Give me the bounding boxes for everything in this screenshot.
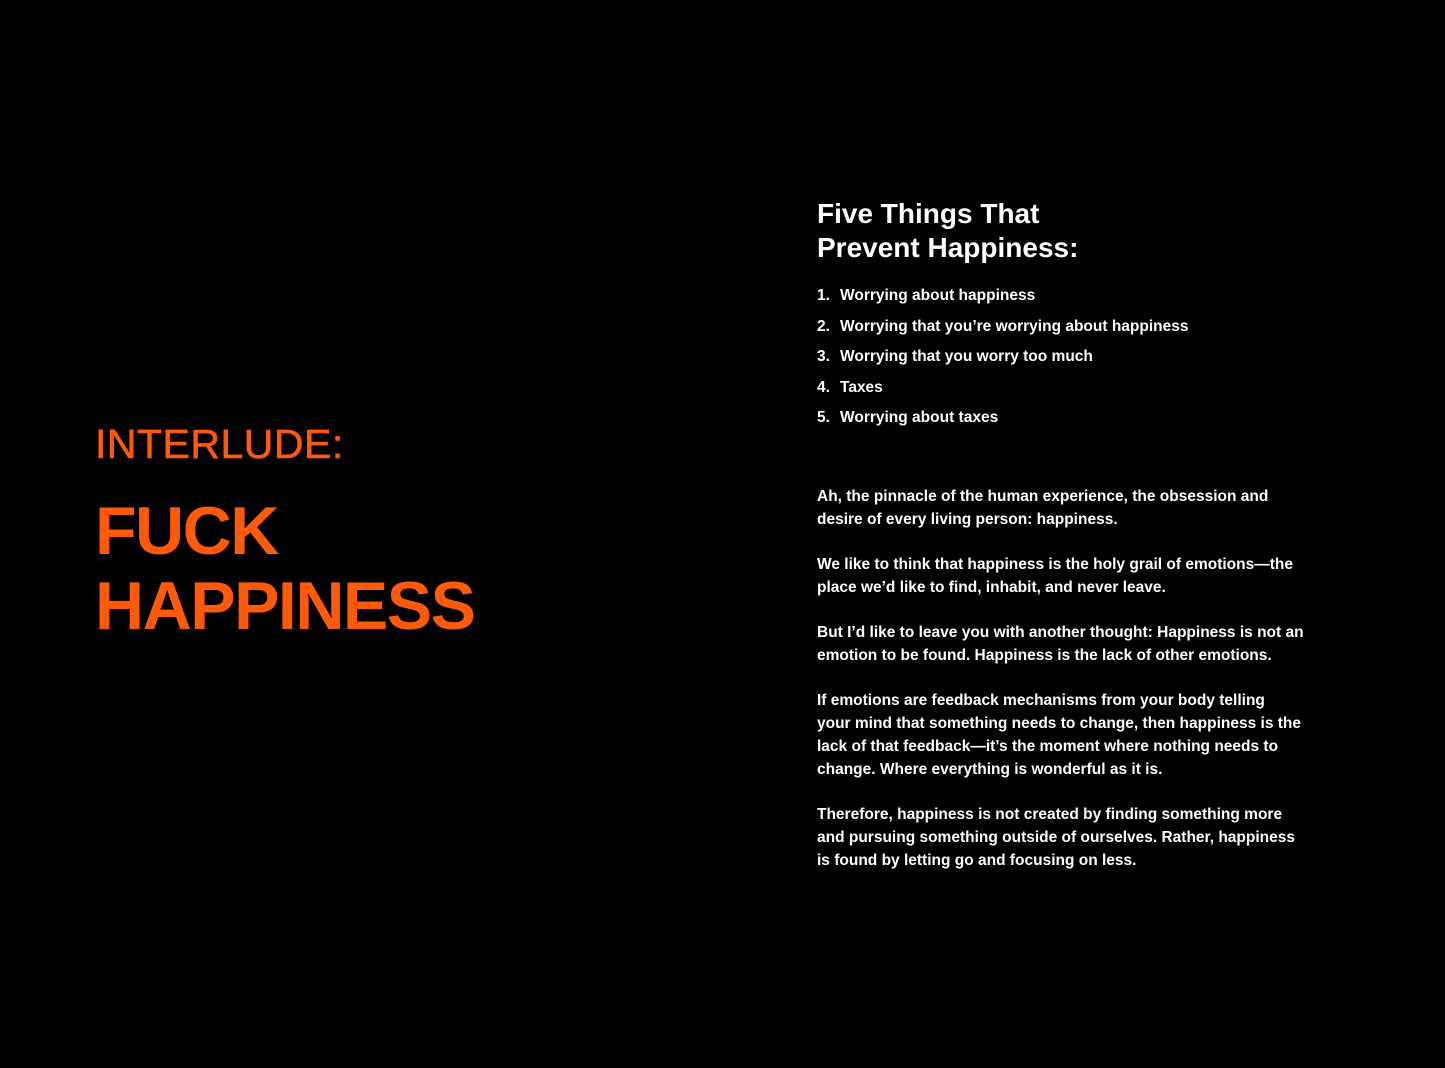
list-number: 5. [817,409,830,427]
list-text: Worrying that you worry too much [840,348,1093,366]
paragraph-line: place we’d like to find, inhabit, and never leave. [817,579,1166,596]
paragraph-line: But I’d like to leave you with another thought: Happiness is not an [817,624,1304,641]
list-heading [817,197,1078,265]
paragraph [817,803,1304,872]
paragraph-line: We like to think that happiness is the holy grail of emotions—the [817,556,1293,573]
body-text [817,485,1304,894]
chapter-title-line: FUCK [95,493,278,569]
paragraph-line: Therefore, happiness is not created by finding something more [817,806,1283,823]
paragraph [817,621,1304,667]
paragraph [817,689,1304,781]
list-item [817,409,1189,440]
list-text: Worrying that you’re worrying about happiness [840,317,1189,335]
numbered-list [817,287,1189,440]
paragraph-line: emotion to be found. Happiness is the lack of other emotions. [817,647,1272,664]
list-text: Taxes [840,378,883,396]
paragraph-line: If emotions are feedback mechanisms from your body telling [817,692,1265,709]
list-item [817,287,1189,318]
list-text: Worrying about happiness [840,287,1036,304]
list-number: 2. [817,317,830,335]
list-number: 3. [817,348,830,366]
paragraph-line: is found by letting go and focusing on less. [817,852,1137,869]
paragraph-line: change. Where everything is wonderful as it is. [817,761,1163,778]
paragraph-line: and pursuing something outside of ourselves. Rather, happiness [817,829,1295,846]
paragraph-line: Ah, the pinnacle of the human experience, the obsession and [817,488,1269,505]
list-number: 4. [817,378,830,396]
list-item [817,318,1189,349]
list-item [817,348,1189,379]
chapter-kicker: INTERLUDE: [95,421,344,467]
paragraph-line: lack of that feedback—it’s the moment where nothing needs to [817,738,1279,755]
list-text: Worrying about taxes [840,409,999,427]
paragraph-line: your mind that something needs to change, then happiness is the [817,715,1302,732]
chapter-title [95,494,475,644]
paragraph [817,485,1304,531]
list-heading-line: Prevent Happiness: [817,232,1079,263]
chapter-title-line: HAPPINESS [95,568,475,644]
list-heading-line: Five Things That [817,198,1040,229]
list-number: 1. [817,287,830,304]
list-item [817,379,1189,410]
paragraph [817,553,1304,599]
paragraph-line: desire of every living person: happiness. [817,511,1118,528]
